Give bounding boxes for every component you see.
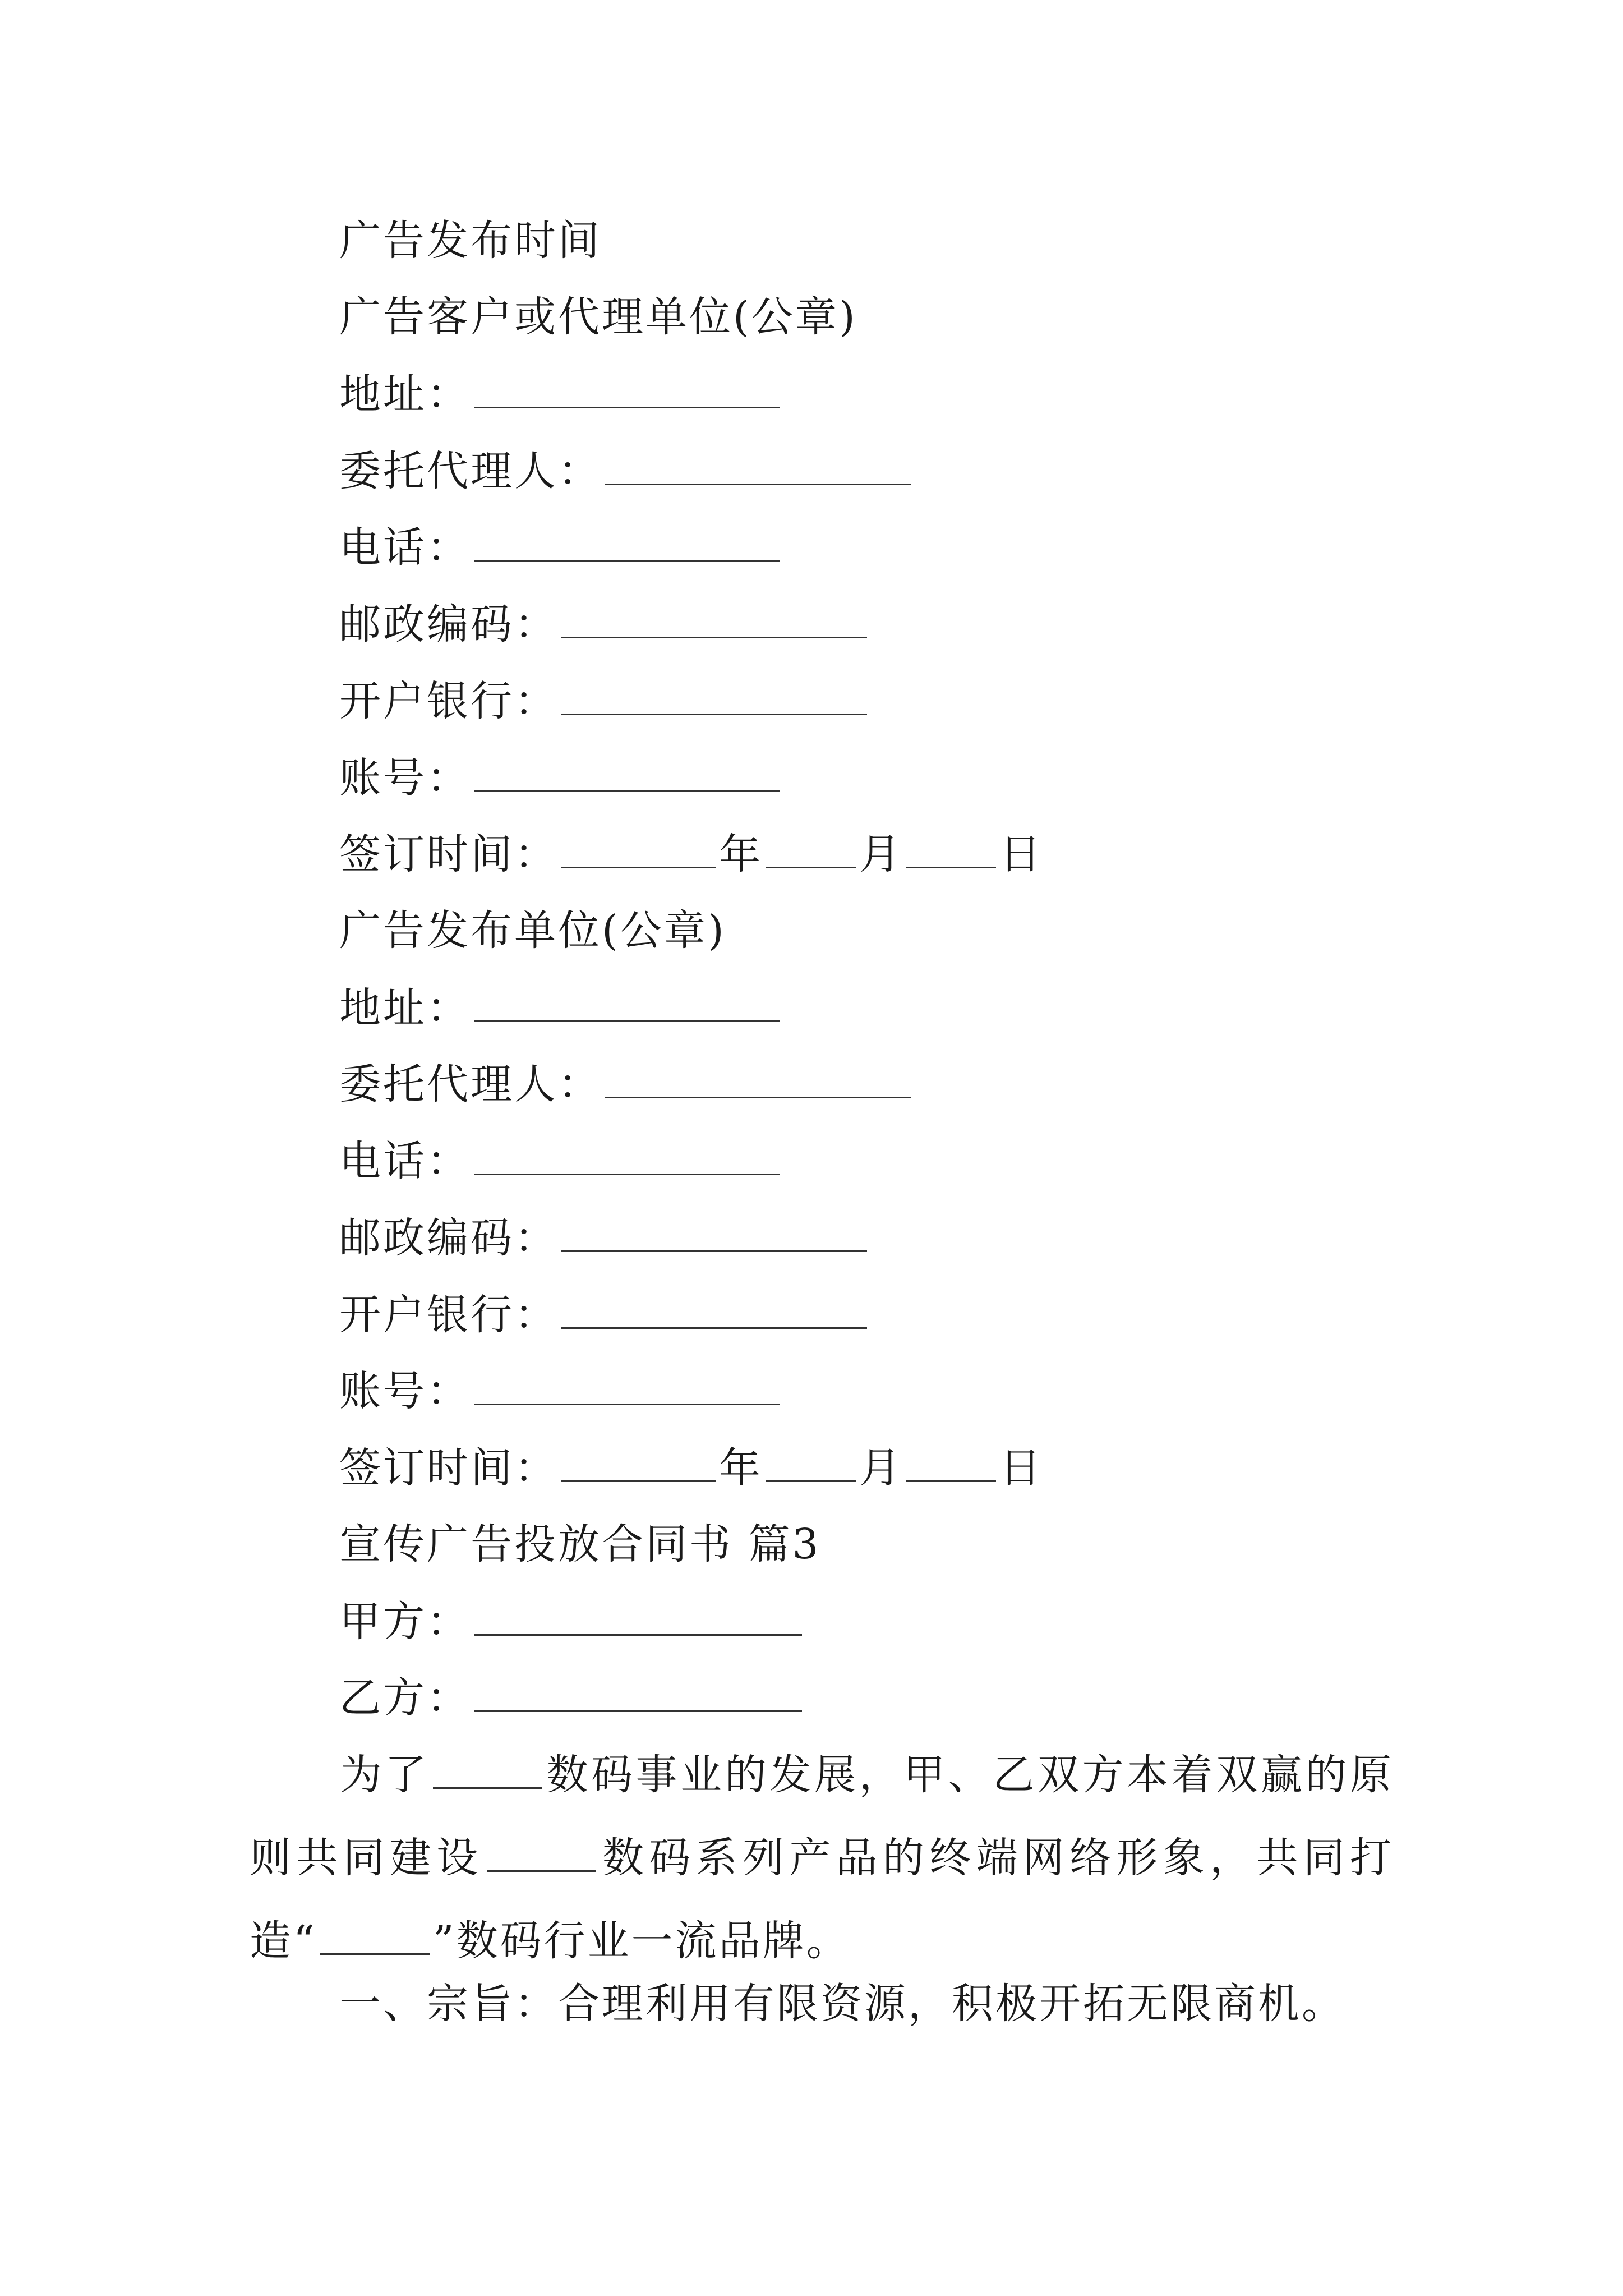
address-label: 地址： [339,370,471,418]
phone-blank[interactable] [474,526,780,562]
client-address-row [339,370,783,418]
publisher-phone-row [339,1137,783,1185]
party-b-row [339,1674,805,1722]
bank-label: 开户银行： [339,677,558,725]
day-blank[interactable] [906,1447,996,1482]
client-title: 广告客户或代理单位(公章) [339,293,857,341]
sign-time-label: 签订时间： [339,830,558,878]
client-sign-time-row [339,830,1043,878]
agent-blank[interactable] [605,450,911,485]
client-bank-row [339,677,870,725]
year-blank[interactable] [561,833,716,868]
party-b-label: 乙方： [339,1674,471,1722]
publisher-agent-row [339,1060,914,1108]
day-label: 日 [999,1444,1043,1492]
day-blank[interactable] [906,833,996,868]
year-label: 年 [719,830,763,878]
month-blank[interactable] [766,1447,856,1482]
year-label: 年 [719,1444,763,1492]
agent-label: 委托代理人： [339,447,602,495]
purpose-line: 一、宗旨：合理利用有限资源，积极开拓无限商机。 [339,1980,1345,2028]
contract3-heading: 宣传广告投放合同书 篇3 [339,1520,821,1568]
party-a-label: 甲方： [339,1598,471,1646]
party-b-blank[interactable] [474,1677,802,1712]
publisher-postcode-row [339,1214,870,1262]
day-label: 日 [999,830,1043,878]
agent-blank[interactable] [605,1063,911,1098]
publisher-title: 广告发布单位(公章) [339,907,726,955]
postcode-label: 邮政编码： [339,1214,558,1262]
brand-blank-3[interactable] [320,1920,430,1955]
address-blank[interactable] [474,373,780,408]
brand-blank-1[interactable] [433,1754,542,1789]
publisher-bank-row [339,1291,870,1339]
account-blank[interactable] [474,757,780,792]
publisher-sign-time-row [339,1444,1043,1492]
month-label: 月 [859,830,903,878]
client-agent-row [339,447,914,495]
intro-part3: 数码系列产品的终端网络形象，共同打造“ [250,1834,1394,1965]
intro-part4: ”数码行业一流品牌。 [432,1917,850,1965]
phone-label: 电话： [339,523,471,572]
intro-paragraph [250,1733,1394,1982]
client-phone-row [339,523,783,572]
client-postcode-row [339,600,870,648]
bank-blank[interactable] [561,1294,867,1329]
bank-label: 开户银行： [339,1291,558,1339]
party-a-row [339,1598,805,1646]
brand-blank-2[interactable] [487,1837,596,1872]
postcode-blank[interactable] [561,603,867,638]
account-blank[interactable] [474,1370,780,1405]
publisher-account-row [339,1367,783,1415]
sign-time-label: 签订时间： [339,1444,558,1492]
phone-blank[interactable] [474,1140,780,1175]
agent-label: 委托代理人： [339,1060,602,1108]
phone-label: 电话： [339,1137,471,1185]
intro-part2: 数码事业的发展，甲、乙双方本着双赢的原则共同建设 [250,1751,1394,1882]
party-a-blank[interactable] [474,1600,802,1636]
account-label: 账号： [339,754,471,802]
intro-part1: 为了 [339,1751,430,1799]
postcode-blank[interactable] [561,1217,867,1252]
bank-blank[interactable] [561,680,867,715]
account-label: 账号： [339,1367,471,1415]
month-blank[interactable] [766,833,856,868]
address-label: 地址： [339,984,471,1032]
postcode-label: 邮政编码： [339,600,558,648]
address-blank[interactable] [474,987,780,1022]
client-account-row [339,754,783,802]
publisher-address-row [339,984,783,1032]
publish-time-label: 广告发布时间 [339,217,602,265]
month-label: 月 [859,1444,903,1492]
year-blank[interactable] [561,1447,716,1482]
